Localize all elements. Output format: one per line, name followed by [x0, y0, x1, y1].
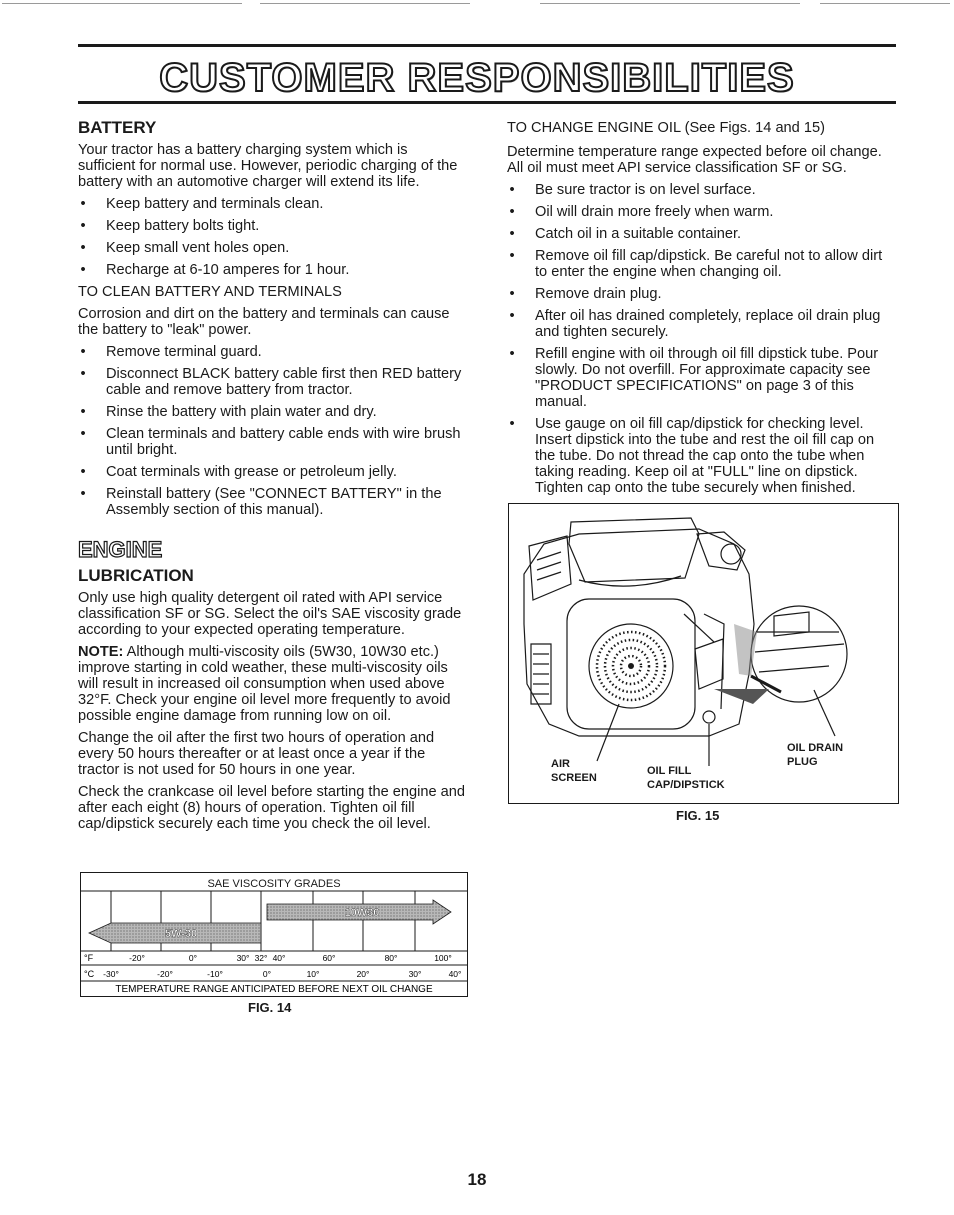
oil-change-list: [507, 182, 897, 496]
oil-fill-label-1: OIL FILL: [647, 765, 692, 777]
bullet-icon: •: [509, 226, 515, 242]
list-item: • Reinstall battery (See "CONNECT BATTERY" in the Assembly section of this manual).: [78, 486, 466, 518]
bullet-icon: •: [80, 240, 86, 256]
bullet-icon: •: [80, 196, 86, 212]
list-item: • Remove oil fill cap/dipstick. Be careful not to allow dirt to enter the engine when changing oil.: [507, 248, 897, 280]
list-item: • After oil has drained completely, replace oil drain plug and tighten securely.: [507, 308, 897, 340]
battery-list: [78, 196, 466, 278]
oil-fill-label-2: CAP/DIPSTICK: [647, 779, 725, 791]
note-label: NOTE:: [78, 644, 124, 660]
oil-drain-label-1: OIL DRAIN: [787, 742, 844, 754]
viscosity-chart: [80, 872, 468, 997]
f-tick-label: 0°: [188, 953, 198, 963]
f-tick-label: 100°: [434, 953, 452, 963]
bullet-icon: •: [509, 286, 515, 302]
list-item: • Recharge at 6-10 amperes for 1 hour.: [78, 262, 466, 278]
lubrication-heading: LUBRICATION: [78, 566, 194, 585]
f-tick-label: 40°: [272, 953, 286, 963]
oil-change-heading: TO CHANGE ENGINE OIL (See Figs. 14 and 15): [507, 120, 825, 136]
lubrication-p1: Only use high quality detergent oil rated with API service classification SF or SG. Select the oil's SAE viscosity grade according to your expected operating temperature.: [78, 590, 462, 638]
list-item: • Rinse the battery with plain water and dry.: [78, 404, 466, 420]
list-item: • Keep battery bolts tight.: [78, 218, 466, 234]
bullet-icon: •: [80, 464, 86, 480]
air-screen-label-1: AIR: [551, 758, 570, 770]
bullet-icon: •: [80, 486, 86, 502]
bullet-icon: •: [509, 204, 515, 220]
f-tick-label: -20°: [129, 953, 145, 963]
list-item: • Coat terminals with grease or petroleum jelly.: [78, 464, 466, 480]
list-item: • Refill engine with oil through oil fill dipstick tube. Pour slowly. Do not overfill. For approximate capacity see "PRODUCT SPECIFICATIONS" on page 3 of this manual.: [507, 346, 897, 410]
bullet-icon: •: [509, 182, 515, 198]
list-item: • Disconnect BLACK battery cable first then RED battery cable and remove battery from tractor.: [78, 366, 466, 398]
bullet-icon: •: [509, 416, 515, 432]
c-tick-label: -30°: [103, 969, 119, 979]
fahrenheit-label: °F: [84, 953, 94, 963]
list-item: • Remove terminal guard.: [78, 344, 466, 360]
bullet-icon: •: [80, 262, 86, 278]
page-number: 18: [467, 1170, 487, 1189]
bullet-icon: •: [80, 404, 86, 420]
list-item: • Clean terminals and battery cable ends with wire brush until bright.: [78, 426, 466, 458]
list-item: • Keep small vent holes open.: [78, 240, 466, 256]
c-tick-label: 40°: [448, 969, 462, 979]
f-tick-label: 30°: [236, 953, 250, 963]
fig15-caption: FIG. 15: [676, 808, 720, 823]
list-item: • Catch oil in a suitable container.: [507, 226, 897, 242]
bullet-icon: •: [80, 218, 86, 234]
lubrication-p2: Change the oil after the first two hours of operation and every 50 hours thereafter or at least once a year if the tractor is not used for 50 hours in one year.: [78, 730, 435, 778]
bullet-icon: •: [80, 344, 86, 360]
right-column: [507, 120, 897, 502]
oil-change-intro: Determine temperature range expected before oil change. All oil must meet API service classification SF or SG.: [507, 144, 882, 176]
f-tick-label: 80°: [384, 953, 398, 963]
f-tick-label: 60°: [322, 953, 336, 963]
bar-label-10w30: 10W30: [344, 907, 380, 919]
c-tick-label: 0°: [262, 969, 272, 979]
left-column: [78, 120, 466, 838]
engine-heading: ENGINE: [78, 537, 163, 562]
c-tick-label: 30°: [408, 969, 422, 979]
c-tick-label: -20°: [157, 969, 173, 979]
air-screen-label-2: SCREEN: [551, 772, 597, 784]
list-item: • Keep battery and terminals clean.: [78, 196, 466, 212]
chart-title: SAE VISCOSITY GRADES: [207, 878, 341, 890]
bullet-icon: •: [80, 426, 86, 442]
page-title: CUSTOMER RESPONSIBILITIES: [159, 56, 795, 100]
c-tick-label: 20°: [356, 969, 370, 979]
scan-line: [260, 3, 470, 4]
engine-figure: [508, 503, 899, 804]
list-item: • Be sure tractor is on level surface.: [507, 182, 897, 198]
scan-line: [540, 3, 800, 4]
oil-drain-label-2: PLUG: [787, 756, 818, 768]
engine-illustration: [509, 504, 898, 803]
bullet-icon: •: [509, 308, 515, 324]
battery-heading: BATTERY: [78, 118, 157, 137]
bullet-icon: •: [509, 248, 515, 264]
list-item: • Remove drain plug.: [507, 286, 897, 302]
clean-battery-list: [78, 344, 466, 518]
f-tick-label: 32°: [254, 953, 268, 963]
c-tick-label: -10°: [207, 969, 223, 979]
c-tick-label: 10°: [306, 969, 320, 979]
chart-xlabel: TEMPERATURE RANGE ANTICIPATED BEFORE NEXT OIL CHANGE: [115, 984, 433, 995]
viscosity-chart-svg: [81, 873, 467, 996]
clean-battery-heading: TO CLEAN BATTERY AND TERMINALS: [78, 284, 342, 300]
battery-intro: Your tractor has a battery charging system which is sufficient for normal use. However, periodic charging of the battery with an automotive charger will extend its life.: [78, 142, 458, 190]
title-rule-top: [78, 44, 896, 47]
note-paragraph: [78, 644, 466, 724]
list-item: • Use gauge on oil fill cap/dipstick for checking level. Insert dipstick into the tube and rest the oil fill cap on the tube. Do not thread the cap onto the tube when taking reading. Keep oil at "FULL" line on dipstick. Tighten cap onto the tube securely when finished.: [507, 416, 897, 496]
bar-label-5w30: 5W-30: [164, 928, 198, 940]
title-rule-bottom: [78, 101, 896, 104]
lubrication-p3: Check the crankcase oil level before starting the engine and after each eight (8) hours of operation. Tighten oil fill cap/dipstick securely each time you check the oil level.: [78, 784, 465, 832]
bullet-icon: •: [80, 366, 86, 382]
bullet-icon: •: [509, 346, 515, 362]
scan-line: [2, 3, 242, 4]
list-item: • Oil will drain more freely when warm.: [507, 204, 897, 220]
scan-line: [820, 3, 950, 4]
note-text: Although multi-viscosity oils (5W30, 10W30 etc.) improve starting in cold weather, these multi-viscosity oils will result in increased oil consumption when used above 32°F. Check your engine oil level more frequently to avoid possible engine damage from running low on oil.: [78, 644, 451, 724]
clean-battery-intro: Corrosion and dirt on the battery and terminals can cause the battery to "leak" power.: [78, 306, 450, 338]
fig14-caption: FIG. 14: [248, 1000, 292, 1015]
celsius-label: °C: [84, 969, 95, 979]
